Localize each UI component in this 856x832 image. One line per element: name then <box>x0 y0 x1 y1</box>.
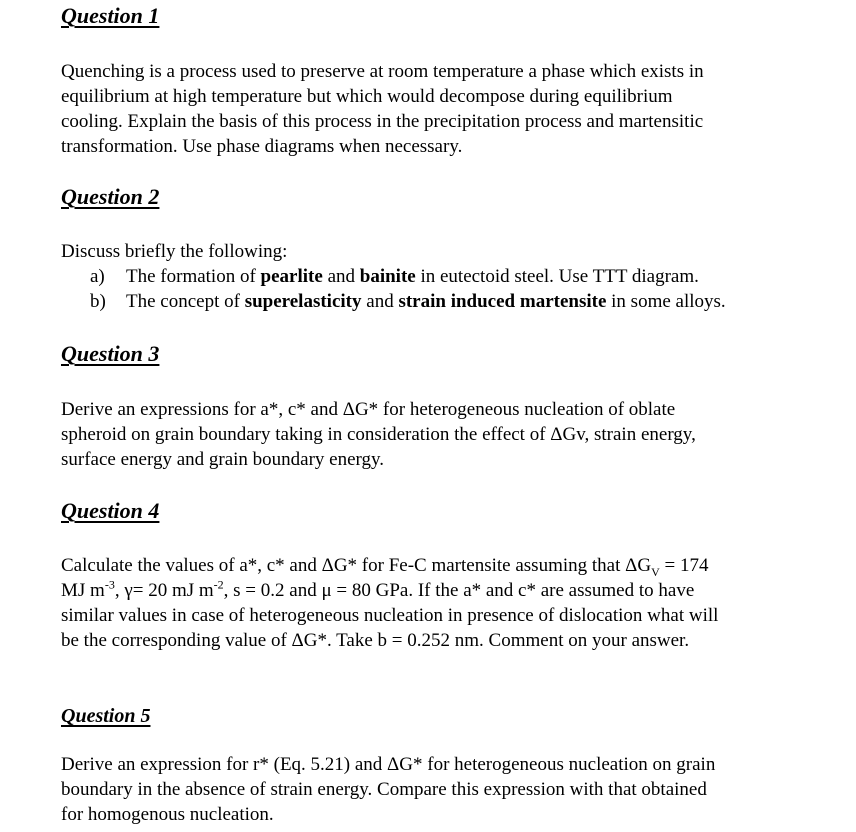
question-5-line-1: Derive an expression for r* (Eq. 5.21) and ΔG* for heterogeneous nucleation on grain <box>61 754 716 775</box>
question-4-line-4: be the corresponding value of ΔG*. Take b = 0.252 nm. Comment on your answer. <box>61 630 690 651</box>
item-a-bold-2: bainite <box>359 266 416 287</box>
item-b-text-2: and <box>361 291 399 312</box>
item-b-text-1: The concept of <box>126 291 245 312</box>
question-2-item-a <box>90 264 699 289</box>
question-2-intro-text: Discuss briefly the following: <box>61 241 288 262</box>
question-5-line-3: for homogenous nucleation. <box>61 804 274 825</box>
question-1-body <box>61 59 821 159</box>
question-4-line-1 <box>61 553 821 578</box>
question-5-line-2: boundary in the absence of strain energy. Compare this expression with that obtained <box>61 779 707 800</box>
item-a-text-1: The formation of <box>126 266 261 287</box>
question-4-line-2 <box>61 578 821 603</box>
item-a-text-3: in eutectoid steel. Use TTT diagram. <box>415 266 699 287</box>
question-4-line-2-p3: , s = 0.2 and μ = 80 GPa. If the a* and c* are assumed to have <box>223 580 695 601</box>
question-4-line-1-sub: V <box>651 564 660 579</box>
question-2-title: Question 2 <box>61 184 160 209</box>
question-4-line-2-sup2: -2 <box>213 577 224 592</box>
list-marker-a: a) <box>90 266 105 287</box>
list-marker-b: b) <box>90 291 106 312</box>
question-4-title: Question 4 <box>61 498 160 523</box>
question-1-line-4: transformation. Use phase diagrams when necessary. <box>61 136 463 157</box>
question-5-title: Question 5 <box>61 705 151 727</box>
question-1-title: Question 1 <box>61 3 160 28</box>
question-2-intro <box>61 239 821 264</box>
question-3-title: Question 3 <box>61 341 160 366</box>
question-4-body <box>61 553 821 653</box>
question-1-line-3: cooling. Explain the basis of this process in the precipitation process and martensitic <box>61 111 704 132</box>
question-4-line-2-p2: , γ= 20 mJ m <box>114 580 214 601</box>
question-3-line-3: surface energy and grain boundary energy. <box>61 449 385 470</box>
question-1-line-1: Quenching is a process used to preserve at room temperature a phase which exists in <box>61 61 704 82</box>
item-a-bold-1: pearlite <box>260 266 323 287</box>
question-4-line-1-text: Calculate the values of a*, c* and ΔG* for Fe-C martensite assuming that ΔG <box>61 555 652 576</box>
question-3-line-2: spheroid on grain boundary taking in consideration the effect of ΔGv, strain energy, <box>61 424 696 445</box>
question-4-line-2-sup1: -3 <box>104 577 115 592</box>
item-b-bold-1: superelasticity <box>244 291 362 312</box>
question-1-line-2: equilibrium at high temperature but which would decompose during equilibrium <box>61 86 673 107</box>
question-4-line-2-p1: MJ m <box>61 580 105 601</box>
question-3-line-1: Derive an expressions for a*, c* and ΔG* for heterogeneous nucleation of oblate <box>61 399 676 420</box>
question-4-line-1-end: = 174 <box>659 555 709 576</box>
item-b-bold-2: strain induced martensite <box>398 291 607 312</box>
item-b-text-3: in some alloys. <box>606 291 726 312</box>
question-3-body <box>61 397 821 472</box>
item-a-text-2: and <box>322 266 360 287</box>
question-4-line-3: similar values in case of heterogeneous nucleation in presence of dislocation what will <box>61 605 719 626</box>
question-5-body <box>61 752 821 827</box>
question-2-item-b <box>90 289 726 314</box>
